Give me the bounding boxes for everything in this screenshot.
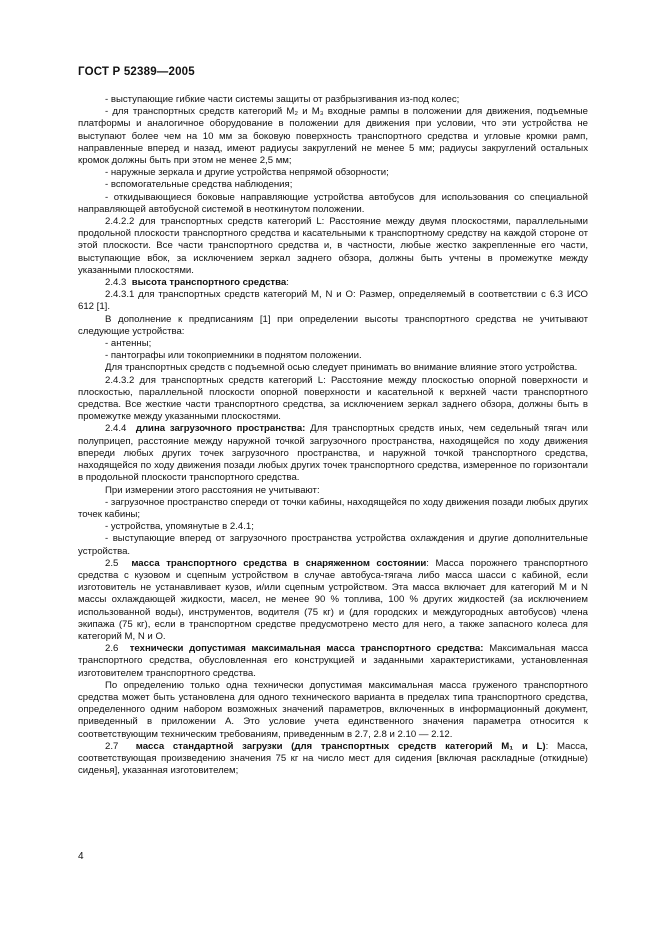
section-number: 2.7 — [105, 740, 119, 752]
section-term: высота транспортного средства — [131, 277, 287, 289]
section-term: технически допустимая максимальная масса транспортного средства: — [129, 643, 484, 655]
document-body — [78, 94, 588, 777]
paragraph-note: По определению только одна технически допустимая максимальная масса груженого транспортного средства может быть установлена для одного технического варианта в пределах типа транспортного средства, определенного одним набором возможных значений параметров, включенных в информационный документ, приведенный в приложении A. Это условие учета единственного значения параметра относится к соответствующим техническим требованиям, приведенным в 2.7, 2.8 и 2.10 — 2.12. — [78, 679, 588, 740]
list-item: - пантографы или токоприемники в поднятом положении. — [105, 350, 362, 362]
list-item: - откидывающиеся боковые направляющие устройства автобусов для использования со специальной направляющей автобусной системой в неоткинутом положении. — [78, 191, 588, 215]
section-2-4-4 — [78, 423, 588, 484]
list-item: - вспомогательные средства наблюдения; — [105, 179, 293, 191]
section-term: длина загрузочного пространства: — [135, 423, 306, 435]
paragraph-note: При измерении этого расстояния не учитывают: — [105, 484, 320, 496]
list-item: - загрузочное пространство спереди от точки кабины, находящейся по ходу движения позади любых других точек кабины; — [78, 496, 588, 520]
section-text: : Масса порожнего транспортного средства с кузовом и сцепным устройством в случае автобуса-тягача либо масса шасси с кабиной, если изготовитель не устанавливает кузов, и/или сцепным устройством. Эта масса включает для категорий M и N массы охлаждающей жидкости, масел, не менее 90 % топлива, 100 % других жидкостей (за исключением использованной воды), инструментов, водителя (75 кг) и (для городских и междугородных автобусов) члена экипажа (75 кг), если в транспортном средстве предусмотрено место для него, а также запасного колеса для категорий M, N и O. — [78, 557, 588, 642]
paragraph-2-4-3-2: 2.4.3.2 для транспортных средств категорий L: Расстояние между плоскостью опорной поверхности и плоскостью, параллельной плоскости опорной поверхности и касательной к верхней части транспортного средства. Все жесткие части транспортного средства, за исключением зеркал заднего обзора, должны быть в промежутке между указанными плоскостями. — [78, 374, 588, 423]
page-number: 4 — [78, 851, 84, 862]
list-item: - антенны; — [105, 338, 152, 350]
paragraph-2-4-3-1: 2.4.3.1 для транспортных средств категорий M, N и O: Размер, определяемый в соответствии с 6.3 ИСО 612 [1]. — [78, 289, 588, 313]
list-item: - устройства, упомянутые в 2.4.1; — [105, 521, 254, 533]
section-number: 2.4.4 — [105, 423, 127, 435]
list-item: - выступающие гибкие части системы защиты от разбрызгивания из-под колес; — [105, 94, 460, 105]
list-item: - выступающие вперед от загрузочного пространства устройства охлаждения и другие дополнительные устройства. — [78, 533, 588, 557]
paragraph-note: В дополнение к предписаниям [1] при определении высоты транспортного средства не учитывают следующие устройства: — [78, 313, 588, 337]
section-text: Максимальная масса транспортного средства, обусловленная его конструкцией и заданными характеристиками, установленная изготовителем транспортного средства. — [78, 643, 588, 679]
section-term: масса стандартной загрузки (для транспортных средств категорий M₁ и L) — [135, 740, 546, 752]
list-item: - наружные зеркала и другие устройства непрямой обзорности; — [105, 167, 389, 179]
section-text: Для транспортных средств иных, чем седельный тягач или полуприцеп, расстояние между наружной точкой загрузочного пространства, находящейся по ходу движения впереди любых других точек загрузочного пространства, и наружной точкой транспортного средства, находящейся по ходу движения позади любых других точек транспортного средства, измеренное по горизонтали в продольной плоскости транспортного средства. — [78, 423, 588, 484]
section-2-6 — [78, 643, 588, 680]
document-header: ГОСТ Р 52389—2005 — [78, 66, 195, 78]
paragraph-lift-axle: Для транспортных средств с подъемной осью следует принимать во внимание влияние этого устройства. — [105, 362, 578, 374]
section-text: : Масса, соответствующая произведению значения 75 кг на число мест для сидения [включая раскладные (откидные) сиденья], указанная изготовителем; — [78, 740, 588, 777]
section-number: 2.4.3 — [105, 277, 127, 289]
section-number: 2.5 — [105, 557, 119, 569]
list-item: - для транспортных средств категорий M₂ и M₃ входные рампы в положении для движения, подъемные платформы и аналогичное оборудование в положении для движения при условии, что эти устройства не выступают более чем на 10 мм за боковую поверхность транспортного средства и угловые кромки рамп, направленные вперед и назад, имеют радиусы закруглений не менее 5 мм; радиусы закруглений остальных кромок должны быть при этом не менее 2,5 мм; — [78, 106, 588, 167]
section-2-4-3-heading — [78, 277, 588, 289]
section-number: 2.6 — [105, 643, 119, 655]
section-2-7 — [78, 741, 588, 778]
section-2-5 — [78, 558, 588, 643]
section-term: масса транспортного средства в снаряженном состоянии — [131, 557, 427, 569]
section-punct: : — [286, 277, 289, 289]
paragraph-2-4-2-2: 2.4.2.2 для транспортных средств категорий L: Расстояние между двумя плоскостями, параллельными продольной плоскости транспортного средства и касательными к транспортному средству на каждой стороне от этой плоскости. Все части транспортного средства и, в частности, любые жестко закрепленные его части, выступающие вбок, за исключением зеркал заднего обзора, должны быть учтены в промежутке между указанными плоскостями. — [78, 216, 588, 276]
